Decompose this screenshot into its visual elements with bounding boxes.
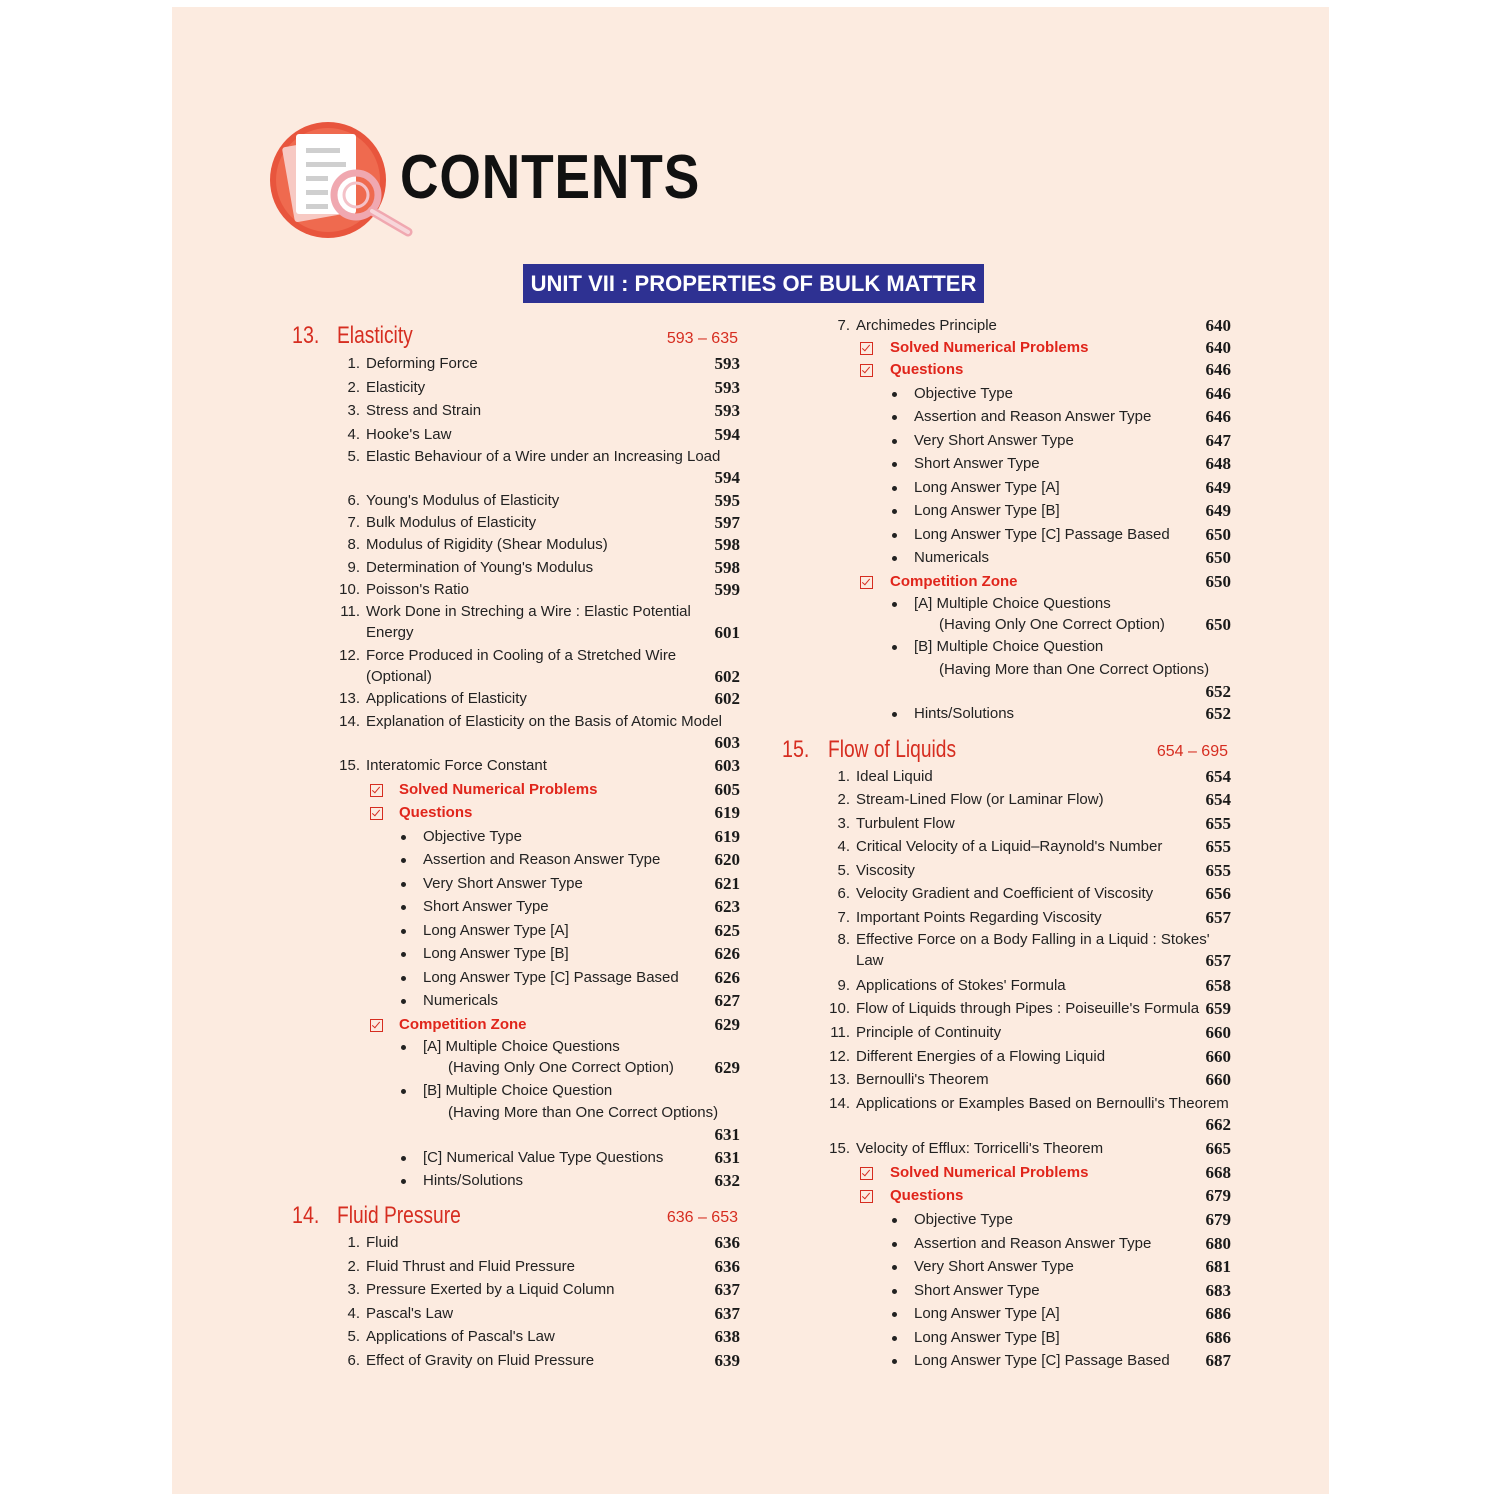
bullet-icon	[401, 1179, 406, 1184]
page-number: 660	[1205, 1047, 1231, 1066]
chapter-page-range: 593 – 635	[666, 330, 738, 347]
page-number: 640	[1205, 316, 1231, 335]
checkbox-icon	[860, 342, 873, 355]
item-title: Pressure Exerted by a Liquid Column	[366, 1281, 615, 1298]
chapter-number: 15.	[782, 736, 810, 763]
bullet-icon	[892, 392, 897, 397]
item-title: Effective Force on a Body Falling in a Liquid : Stokes'	[856, 931, 1210, 948]
bullet-icon	[892, 1242, 897, 1247]
item-title: Force Produced in Cooling of a Stretched Wire	[366, 647, 677, 664]
page-number: 686	[1205, 1328, 1231, 1347]
page-number: 654	[1205, 790, 1231, 809]
bullet-icon	[401, 1156, 406, 1161]
page-number: 659	[1205, 999, 1231, 1018]
item-title: Ideal Liquid	[856, 768, 933, 785]
list-item: Objective Type	[914, 1211, 1013, 1228]
page-number: 626	[714, 968, 740, 987]
item-number: 7.	[837, 317, 850, 334]
item-number: 1.	[347, 355, 360, 372]
item-title: Bernoulli's Theorem	[856, 1071, 989, 1088]
page-number: 646	[1205, 360, 1231, 379]
page-number: 683	[1205, 1281, 1231, 1300]
item-number: 14.	[339, 713, 360, 730]
page-number: 605	[714, 780, 740, 799]
item-title-continued: Law	[856, 952, 884, 969]
item-number: 14.	[829, 1095, 850, 1112]
bullet-icon	[401, 905, 406, 910]
page-number: 601	[714, 623, 740, 642]
bullet-icon	[892, 1359, 897, 1364]
list-item: Long Answer Type [B]	[914, 502, 1060, 519]
item-title: Young's Modulus of Elasticity	[366, 492, 560, 509]
bullet-icon	[892, 556, 897, 561]
page-number: 631	[714, 1125, 740, 1144]
item-number: 3.	[347, 1281, 360, 1298]
section-heading: Solved Numerical Problems	[890, 339, 1089, 356]
page-number: 686	[1205, 1304, 1231, 1323]
bullet-icon	[892, 1289, 897, 1294]
chapter-page-range: 636 – 653	[666, 1209, 738, 1226]
list-item: Long Answer Type [C] Passage Based	[914, 1352, 1170, 1369]
bullet-icon	[892, 602, 897, 607]
item-title: Stress and Strain	[366, 402, 482, 419]
page-number: 632	[714, 1171, 740, 1190]
item-number: 2.	[347, 1258, 360, 1275]
list-item: Short Answer Type	[423, 898, 549, 915]
page-number: 652	[1205, 682, 1231, 701]
list-item: Very Short Answer Type	[914, 432, 1074, 449]
list-item: Numericals	[914, 549, 990, 566]
item-number: 3.	[837, 815, 850, 832]
checkbox-icon	[860, 1190, 873, 1203]
item-number: 7.	[837, 909, 850, 926]
list-item: Very Short Answer Type	[423, 875, 583, 892]
item-title: Hooke's Law	[366, 426, 452, 443]
checkbox-icon	[370, 807, 383, 820]
page-number: 646	[1205, 407, 1231, 426]
list-item: [B] Multiple Choice Question	[914, 638, 1104, 655]
item-title: Critical Velocity of a Liquid–Raynold's Number	[856, 838, 1163, 855]
item-title: Turbulent Flow	[856, 815, 955, 832]
page-number: 649	[1205, 478, 1231, 497]
page-number: 595	[714, 491, 740, 510]
checkbox-icon	[860, 576, 873, 589]
bullet-icon	[892, 645, 897, 650]
page-number: 636	[714, 1257, 740, 1276]
item-number: 7.	[347, 514, 360, 531]
page-number: 598	[714, 558, 740, 577]
section-heading: Competition Zone	[890, 573, 1018, 590]
page-number: 655	[1205, 861, 1231, 880]
page-number: 638	[714, 1327, 740, 1346]
item-title: Different Energies of a Flowing Liquid	[856, 1048, 1106, 1065]
section-heading: Solved Numerical Problems	[399, 781, 598, 798]
list-item-continued: (Having Only One Correct Option)	[939, 616, 1165, 633]
list-item: [A] Multiple Choice Questions	[423, 1038, 620, 1055]
list-item: Numericals	[423, 992, 499, 1009]
item-title: Effect of Gravity on Fluid Pressure	[366, 1352, 595, 1369]
page-number: 657	[1205, 908, 1231, 927]
page-number: 637	[714, 1304, 740, 1323]
bullet-icon	[401, 835, 406, 840]
item-number: 13.	[339, 690, 360, 707]
page-number: 639	[714, 1351, 740, 1370]
item-title: Applications of Elasticity	[366, 690, 527, 707]
page-number: 648	[1205, 454, 1231, 473]
page-number: 598	[714, 535, 740, 554]
bullet-icon	[892, 509, 897, 514]
bullet-icon	[401, 976, 406, 981]
page-number: 668	[1205, 1163, 1231, 1182]
item-number: 10.	[829, 1000, 850, 1017]
item-title: Interatomic Force Constant	[366, 757, 547, 774]
page-number: 662	[1205, 1115, 1231, 1134]
item-number: 4.	[347, 426, 360, 443]
page-number: 626	[714, 944, 740, 963]
item-title: Pascal's Law	[366, 1305, 454, 1322]
item-title: Stream-Lined Flow (or Laminar Flow)	[856, 791, 1104, 808]
item-number: 4.	[347, 1305, 360, 1322]
item-number: 11.	[830, 1024, 850, 1041]
page-title: CONTENTS	[400, 143, 701, 212]
page-number: 655	[1205, 814, 1231, 833]
page-number: 603	[714, 756, 740, 775]
item-number: 5.	[347, 1328, 360, 1345]
item-number: 5.	[837, 862, 850, 879]
checkbox-icon	[860, 364, 873, 377]
chapter-page-range: 654 – 695	[1156, 743, 1228, 760]
list-item: Short Answer Type	[914, 1282, 1040, 1299]
section-heading: Questions	[890, 1187, 964, 1204]
section-heading: Solved Numerical Problems	[890, 1164, 1089, 1181]
chapter-number: 13.	[292, 322, 320, 349]
section-heading: Competition Zone	[399, 1016, 527, 1033]
list-item: Hints/Solutions	[914, 705, 1015, 722]
list-item: Hints/Solutions	[423, 1172, 524, 1189]
page-number: 687	[1205, 1351, 1231, 1370]
item-number: 2.	[347, 379, 360, 396]
item-number: 15.	[339, 757, 360, 774]
item-title: Determination of Young's Modulus	[366, 559, 594, 576]
item-title: Bulk Modulus of Elasticity	[366, 514, 537, 531]
page-number: 631	[714, 1148, 740, 1167]
page-number: 657	[1205, 951, 1231, 970]
page-number: 655	[1205, 837, 1231, 856]
list-item-continued: (Having More than One Correct Options)	[939, 661, 1210, 678]
bullet-icon	[892, 1218, 897, 1223]
page-number: 621	[714, 874, 740, 893]
page-number: 679	[1205, 1186, 1231, 1205]
item-number: 8.	[837, 931, 850, 948]
bullet-icon	[401, 929, 406, 934]
page-number: 650	[1205, 615, 1231, 634]
list-item: [B] Multiple Choice Question	[423, 1082, 613, 1099]
bullet-icon	[401, 952, 406, 957]
page-number: 593	[714, 354, 740, 373]
unit-banner: UNIT VII : PROPERTIES OF BULK MATTER	[524, 265, 983, 302]
bullet-icon	[892, 1312, 897, 1317]
list-item: Long Answer Type [B]	[914, 1329, 1060, 1346]
item-title: Applications of Stokes' Formula	[856, 977, 1066, 994]
list-item: Very Short Answer Type	[914, 1258, 1074, 1275]
chapter-title: Fluid Pressure	[337, 1202, 461, 1229]
bullet-icon	[892, 533, 897, 538]
page-number: 599	[714, 580, 740, 599]
bullet-icon	[401, 882, 406, 887]
item-title: Modulus of Rigidity (Shear Modulus)	[366, 536, 608, 553]
page-number: 646	[1205, 384, 1231, 403]
bullet-icon	[401, 858, 406, 863]
item-number: 2.	[837, 791, 850, 808]
section-heading: Questions	[890, 361, 964, 378]
page-number: 602	[714, 689, 740, 708]
section-heading: Questions	[399, 804, 473, 821]
bullet-icon	[892, 1336, 897, 1341]
page-number: 603	[714, 733, 740, 752]
page-number: 660	[1205, 1070, 1231, 1089]
list-item: Assertion and Reason Answer Type	[423, 851, 661, 868]
list-item: Long Answer Type [B]	[423, 945, 569, 962]
page-number: 636	[714, 1233, 740, 1252]
list-item: Long Answer Type [A]	[423, 922, 569, 939]
list-item: Assertion and Reason Answer Type	[914, 408, 1152, 425]
page-number: 680	[1205, 1234, 1231, 1253]
bullet-icon	[892, 462, 897, 467]
item-title: Fluid	[366, 1234, 399, 1251]
page-number: 593	[714, 378, 740, 397]
page-number: 637	[714, 1280, 740, 1299]
item-title: Work Done in Streching a Wire : Elastic Potential	[366, 603, 691, 620]
page-number: 660	[1205, 1023, 1231, 1042]
item-number: 8.	[347, 536, 360, 553]
item-number: 13.	[829, 1071, 850, 1088]
item-title: Poisson's Ratio	[366, 581, 469, 598]
checkbox-icon	[860, 1167, 873, 1180]
page-number: 629	[714, 1015, 740, 1034]
item-title: Velocity Gradient and Coefficient of Viscosity	[856, 885, 1154, 902]
item-number: 9.	[347, 559, 360, 576]
list-item: Long Answer Type [C] Passage Based	[914, 526, 1170, 543]
page-number: 593	[714, 401, 740, 420]
page-number: 650	[1205, 525, 1231, 544]
page-number: 650	[1205, 572, 1231, 591]
list-item: Short Answer Type	[914, 455, 1040, 472]
item-number: 11.	[340, 603, 360, 620]
page-number: 594	[714, 425, 740, 444]
list-item: Assertion and Reason Answer Type	[914, 1235, 1152, 1252]
page-number: 679	[1205, 1210, 1231, 1229]
item-title: Applications of Pascal's Law	[366, 1328, 555, 1345]
page-number: 594	[714, 468, 740, 487]
bullet-icon	[401, 999, 406, 1004]
page-number: 656	[1205, 884, 1231, 903]
page-number: 629	[714, 1058, 740, 1077]
page-number: 650	[1205, 548, 1231, 567]
page-number: 602	[714, 667, 740, 686]
item-title-continued: (Optional)	[366, 668, 432, 685]
item-title: Explanation of Elasticity on the Basis of Atomic Model	[366, 713, 723, 730]
page-number: 647	[1205, 431, 1231, 450]
item-title: Fluid Thrust and Fluid Pressure	[366, 1258, 575, 1275]
page-number: 658	[1205, 976, 1231, 995]
page-number: 681	[1205, 1257, 1231, 1276]
page-number: 627	[714, 991, 740, 1010]
page-number: 640	[1205, 338, 1231, 357]
item-title-continued: Energy	[366, 624, 414, 641]
bullet-icon	[892, 439, 897, 444]
bullet-icon	[892, 712, 897, 717]
item-number: 3.	[347, 402, 360, 419]
page-number: 665	[1205, 1139, 1231, 1158]
page-number: 619	[714, 827, 740, 846]
page-number: 625	[714, 921, 740, 940]
item-title: Applications or Examples Based on Bernoulli's Theorem	[856, 1095, 1229, 1112]
item-number: 6.	[347, 1352, 360, 1369]
item-number: 12.	[339, 647, 360, 664]
item-title: Velocity of Efflux: Torricelli's Theorem	[856, 1140, 1104, 1157]
list-item: Long Answer Type [C] Passage Based	[423, 969, 679, 986]
checkbox-icon	[370, 1019, 383, 1032]
item-title: Viscosity	[856, 862, 915, 879]
chapter-title: Elasticity	[337, 322, 413, 349]
item-title: Important Points Regarding Viscosity	[856, 909, 1102, 926]
bullet-icon	[892, 1265, 897, 1270]
list-item: Long Answer Type [A]	[914, 479, 1060, 496]
item-title: Flow of Liquids through Pipes : Poiseuille's Formula	[856, 1000, 1200, 1017]
bullet-icon	[401, 1045, 406, 1050]
bullet-icon	[892, 486, 897, 491]
item-number: 5.	[347, 448, 360, 465]
page-number: 654	[1205, 767, 1231, 786]
page-number: 623	[714, 897, 740, 916]
chapter-title: Flow of Liquids	[828, 736, 957, 763]
list-item: [C] Numerical Value Type Questions	[423, 1149, 664, 1166]
contents-logo-icon	[270, 120, 415, 240]
page-number: 652	[1205, 704, 1231, 723]
list-item: Long Answer Type [A]	[914, 1305, 1060, 1322]
page-number: 619	[714, 803, 740, 822]
page-number: 620	[714, 850, 740, 869]
list-item: Objective Type	[423, 828, 522, 845]
checkbox-icon	[370, 784, 383, 797]
item-title: Principle of Continuity	[856, 1024, 1002, 1041]
item-number: 1.	[347, 1234, 360, 1251]
bullet-icon	[892, 415, 897, 420]
item-number: 15.	[829, 1140, 850, 1157]
list-item: Objective Type	[914, 385, 1013, 402]
item-title: Deforming Force	[366, 355, 478, 372]
item-title: Elastic Behaviour of a Wire under an Increasing Load	[366, 448, 721, 465]
item-number: 6.	[347, 492, 360, 509]
list-item: [A] Multiple Choice Questions	[914, 595, 1111, 612]
page-number: 597	[714, 513, 740, 532]
item-number: 10.	[339, 581, 360, 598]
item-number: 9.	[837, 977, 850, 994]
page-number: 649	[1205, 501, 1231, 520]
item-number: 6.	[837, 885, 850, 902]
bullet-icon	[401, 1089, 406, 1094]
item-title: Elasticity	[366, 379, 426, 396]
item-title: Archimedes Principle	[856, 317, 997, 334]
item-number: 4.	[837, 838, 850, 855]
list-item-continued: (Having Only One Correct Option)	[448, 1059, 674, 1076]
chapter-number: 14.	[292, 1202, 320, 1229]
item-number: 1.	[837, 768, 850, 785]
list-item-continued: (Having More than One Correct Options)	[448, 1104, 719, 1121]
item-number: 12.	[829, 1048, 850, 1065]
